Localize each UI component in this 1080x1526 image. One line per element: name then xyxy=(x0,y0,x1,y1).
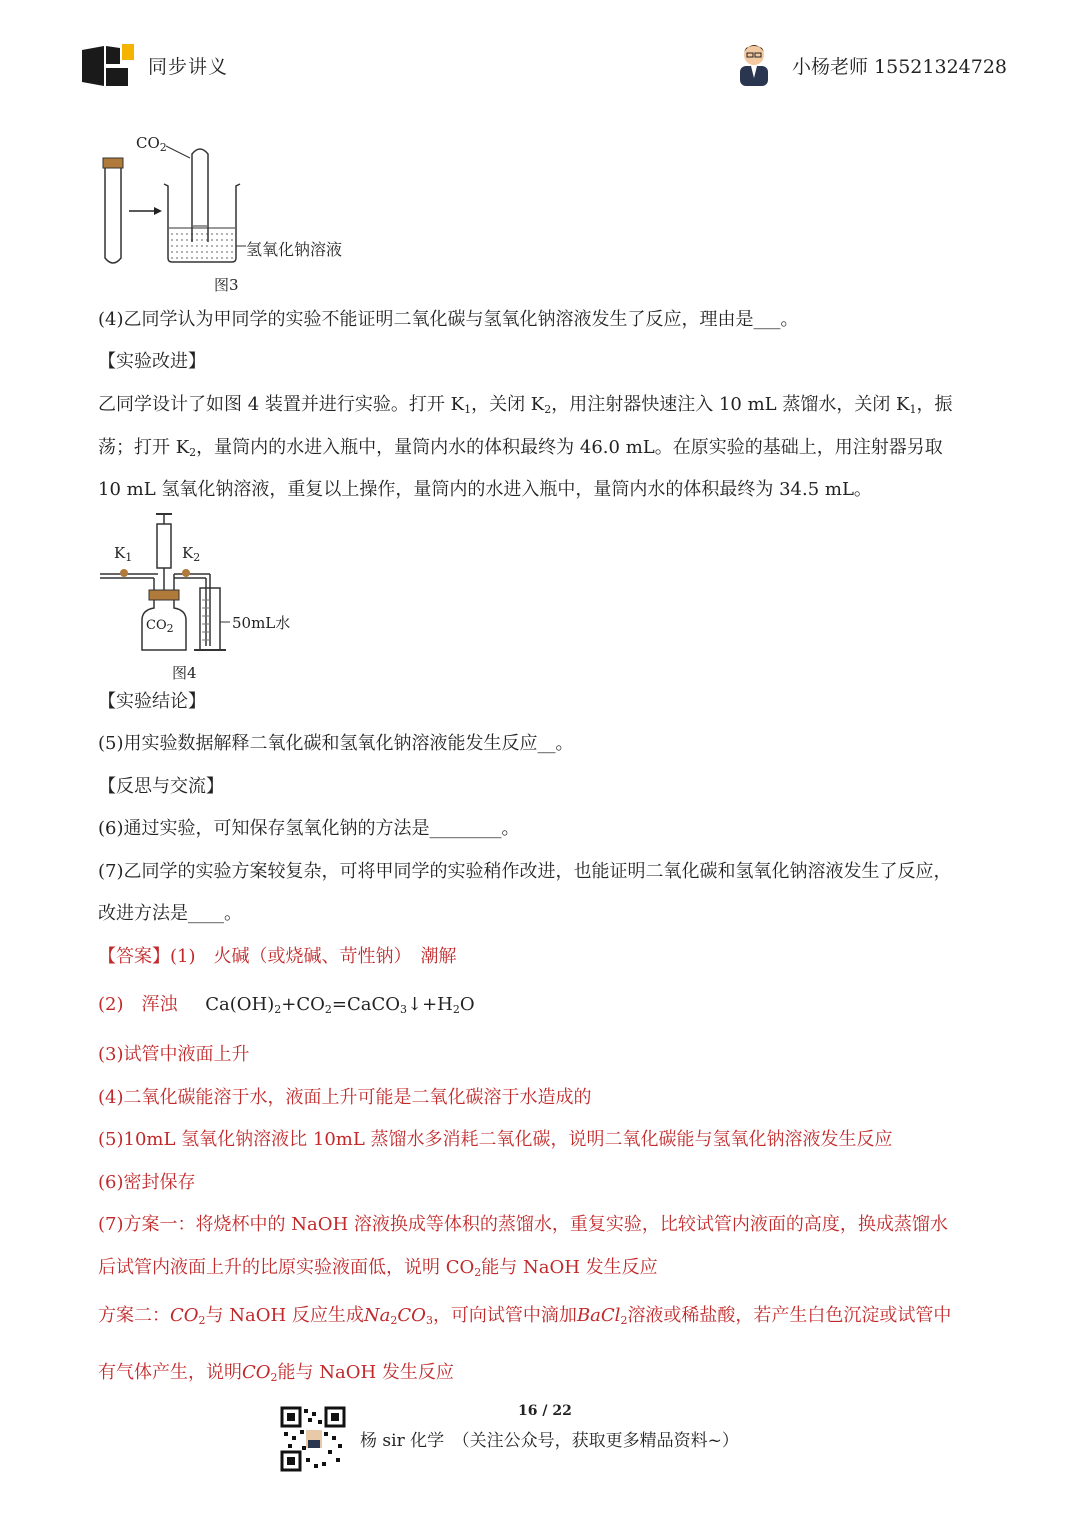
figure3-solution-label: 氢氧化钠溶液 xyxy=(246,240,343,259)
figure4-k1-label: $K_1$ xyxy=(114,544,133,564)
figure4-apparatus xyxy=(96,510,296,660)
figure4-caption: 图4 xyxy=(172,664,197,682)
section-reflect: 【反思与交流】 xyxy=(98,776,224,797)
improve-line-3: 10 mL 氢氧化钠溶液，重复以上操作，量筒内的水进入瓶中，量筒内水的体积最终为 34.5 mL。 xyxy=(98,479,872,500)
figure3-caption: 图3 xyxy=(214,276,239,294)
figure3-gas-label: $CO_2$ xyxy=(136,134,167,154)
qr-code xyxy=(280,1406,346,1472)
improve-line-2: 荡；打开 $K_2$，量筒内的水进入瓶中，量筒内水的体积最终为 46.0 mL。在原实验的基础上，用注射器另取 xyxy=(98,437,943,459)
answer-4: (4)二氧化碳能溶于水，液面上升可能是二氧化碳溶于水造成的 xyxy=(98,1087,592,1108)
question-5: (5)用实验数据解释二氧化碳和氢氧化钠溶液能发生反应__。 xyxy=(98,733,574,754)
page-number: 16 / 22 xyxy=(518,1403,572,1419)
answer-7-scheme-2-line-2: 有气体产生，说明$CO_2$能与 NaOH 发生反应 xyxy=(98,1362,454,1384)
question-6: (6)通过实验，可知保存氢氧化钠的方法是________。 xyxy=(98,818,520,839)
figure4-bottle-label: $CO_2$ xyxy=(146,618,174,635)
footer-text: 杨 sir 化学 （关注公众号，获取更多精品资料~） xyxy=(360,1431,739,1451)
answer-2: (2) 浑浊 $Ca(OH)_2+CO_2=CaCO_3↓+H_2O$ xyxy=(98,994,475,1016)
question-7-line-2: 改进方法是____。 xyxy=(98,903,242,924)
section-improve: 【实验改进】 xyxy=(98,351,206,372)
figure4-cylinder-label: 50mL水 xyxy=(232,614,291,632)
brand-logo xyxy=(80,42,136,90)
answer-7-line-1: (7)方案一：将烧杯中的 NaOH 溶液换成等体积的蒸馏水，重复实验，比较试管内液面的高度，换成蒸馏水 xyxy=(98,1214,948,1235)
answer-5: (5)10mL 氢氧化钠溶液比 10mL 蒸馏水多消耗二氧化碳，说明二氧化碳能与氢氧化钠溶液发生反应 xyxy=(98,1129,893,1150)
answer-7-line-2: 后试管内液面上升的比原实验液面低，说明 $CO_2$能与 NaOH 发生反应 xyxy=(98,1257,658,1279)
teacher-avatar xyxy=(734,38,774,86)
answer-6: (6)密封保存 xyxy=(98,1172,196,1193)
header-title: 同步讲义 xyxy=(148,56,229,78)
header-teacher: 小杨老师 15521324728 xyxy=(792,56,1008,78)
figure4-k2-label: $K_2$ xyxy=(182,544,201,564)
question-7-line-1: (7)乙同学的实验方案较复杂，可将甲同学的实验稍作改进，也能证明二氧化碳和氢氧化钠溶液发生了反应， xyxy=(98,861,952,882)
question-4: (4)乙同学认为甲同学的实验不能证明二氧化碳与氢氧化钠溶液发生了反应，理由是___。 xyxy=(98,309,799,330)
answer-7-scheme-2-line-1: 方案二：$CO_2$与 NaOH 反应生成$Na_2CO_3$，可向试管中滴加BaCl$_2$溶液或稀盐酸，若产生白色沉淀或试管中 xyxy=(98,1305,952,1327)
answer-3: (3)试管中液面上升 xyxy=(98,1044,250,1065)
reaction-equation: $Ca(OH)_2+CO_2=CaCO_3↓+H_2O$ xyxy=(205,994,475,1016)
improve-line-1: 乙同学设计了如图 4 装置并进行实验。打开 $K_1$，关闭 $K_2$，用注射器快速注入 10 mL 蒸馏水，关闭 $K_1$，振 xyxy=(98,394,953,416)
section-conclusion: 【实验结论】 xyxy=(98,691,206,712)
answer-1: 【答案】(1) 火碱（或烧碱、苛性钠） 潮解 xyxy=(98,946,457,967)
